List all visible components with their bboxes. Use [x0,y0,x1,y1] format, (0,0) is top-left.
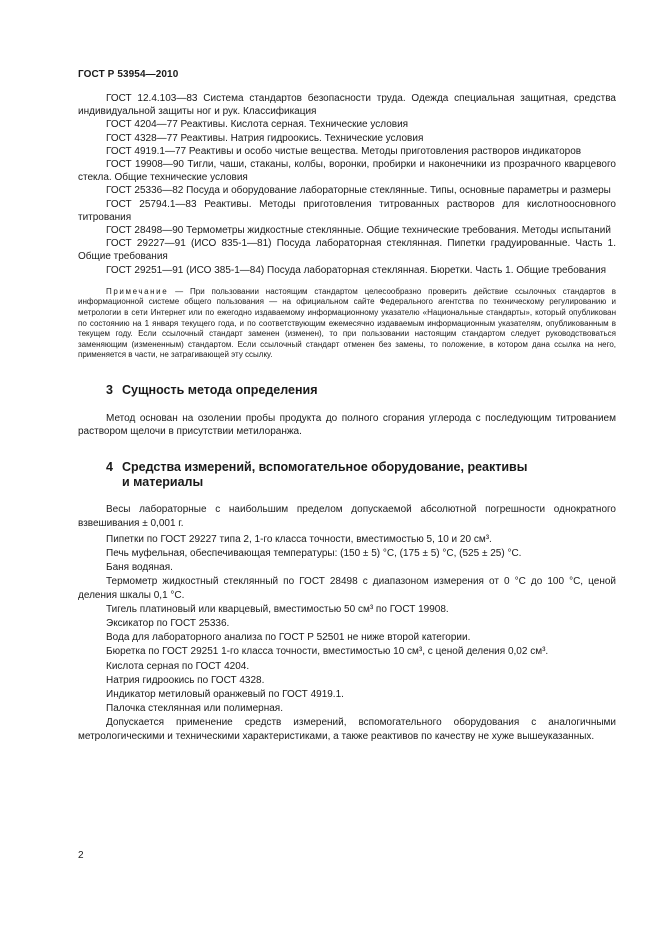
equipment-item: Весы лабораторные с наибольшим пределом допускаемой абсолютной погрешности однократного взвешивания ± 0,001 г. [78,504,616,529]
equipment-item: Бюретка по ГОСТ 29251 1-го класса точности, вместимостью 10 см³, с ценой деления 0,02 см³. [106,646,549,658]
equipment-item: Палочка стеклянная или полимерная. [106,703,283,715]
page-content [78,92,616,743]
page-header-standard-title: ГОСТ Р 53954—2010 [78,69,179,80]
equipment-item: Баня водяная. [106,562,173,574]
equipment-item: Индикатор метиловый оранжевый по ГОСТ 4919.1. [106,689,344,701]
reference-item: ГОСТ 19908—90 Тигли, чаши, стаканы, колбы, воронки, пробирки и наконечники из прозрачного кварцевого стекла. Общие технические условия [78,159,616,184]
section-3-number: 3 [106,383,113,397]
section-3-text: Метод основан на озолении пробы продукта до полного сгорания углерода с последующим титрованием раствором щелочи в присутствии метилоранжа. [78,413,616,438]
equipment-item: Тигель платиновый или кварцевый, вместимостью 50 см³ по ГОСТ 19908. [106,603,449,615]
section-4-title-line1: Средства измерений, вспомогательное оборудование, реактивы [122,460,528,475]
reference-item: ГОСТ 29251—91 (ИСО 385-1—84) Посуда лабораторная стеклянная. Бюретки. Часть 1. Общие требования [106,264,607,276]
reference-item: ГОСТ 4328—77 Реактивы. Натрия гидроокись. Технические условия [106,132,424,144]
section-4-title-line2: и материалы [122,475,204,490]
section-4-heading [78,460,616,490]
equipment-item: Пипетки по ГОСТ 29227 типа 2, 1-го класса точности, вместимостью 5, 10 и 20 см³. [106,533,492,545]
page-number: 2 [78,850,84,861]
reference-item: ГОСТ 28498—90 Термометры жидкостные стеклянные. Общие технические требования. Методы испытаний [106,225,611,237]
reference-item: ГОСТ 4204—77 Реактивы. Кислота серная. Технические условия [106,119,409,131]
reference-item: ГОСТ 25794.1—83 Реактивы. Методы приготовления титрованных растворов для кислотноосновного титрования [78,198,616,223]
equipment-item: Эксикатор по ГОСТ 25336. [106,618,230,630]
note-lead: Примечание [106,286,169,296]
section-4-number: 4 [106,460,113,475]
reference-item: ГОСТ 29227—91 (ИСО 835-1—81) Посуда лабораторная стеклянная. Пипетки градуированные. Часть 1. Общие требования [78,238,616,263]
reference-item: ГОСТ 12.4.103—83 Система стандартов безопасности труда. Одежда специальная защитная, средства индивидуальной защиты ног и рук. Классификация [78,93,616,118]
section-3-heading [78,383,616,398]
equipment-item: Натрия гидроокись по ГОСТ 4328. [106,674,265,686]
equipment-item: Кислота серная по ГОСТ 4204. [106,660,250,672]
equipment-item: Вода для лабораторного анализа по ГОСТ Р 52501 не ниже второй категории. [106,632,471,644]
reference-item: ГОСТ 4919.1—77 Реактивы и особо чистые вещества. Методы приготовления растворов индикаторов [106,145,582,157]
equipment-item: Допускается применение средств измерений, вспомогательного оборудования с аналогичными метрологическими и техническими характеристиками, а также реактивов по качеству не хуже вышеуказанных. [78,717,616,742]
equipment-item: Термометр жидкостный стеклянный по ГОСТ 28498 с диапазоном измерения от 0 °С до 100 °С, ценой деления шкалы 0,1 °С. [78,576,616,601]
reference-item: ГОСТ 25336—82 Посуда и оборудование лабораторные стеклянные. Типы, основные параметры и размеры [106,185,611,197]
note-text: — При пользовании настоящим стандартом целесообразно проверить действие ссылочных стандартов в информационной системе общего пользования — на официальном сайте Федерального агентства по техническому регулированию и метрологии в сети Интернет или по ежегодно издаваемому информационному указателю «Национальные стандарты», который опубликован по состоянию на 1 января текущего года, и по соответствующим ежемесячно издаваемым информационным указателям, опубликованным в текущем году. Если ссылочный стандарт заменен (изменен), то при пользовании настоящим стандартом следует руководствоваться заменяющим (измененным) стандартом. Если ссылочный стандарт отменен без замены, то положение, в котором дана ссылка на него, применяется в части, не затрагивающей эту ссылку. [78,286,616,360]
note-paragraph [78,287,616,361]
equipment-list [78,503,616,742]
normative-references-list [78,92,616,277]
equipment-item: Печь муфельная, обеспечивающая температуры: (150 ± 5) °С, (175 ± 5) °С, (525 ± 25) °С. [106,548,522,560]
section-3-title: Сущность метода определения [122,383,318,397]
